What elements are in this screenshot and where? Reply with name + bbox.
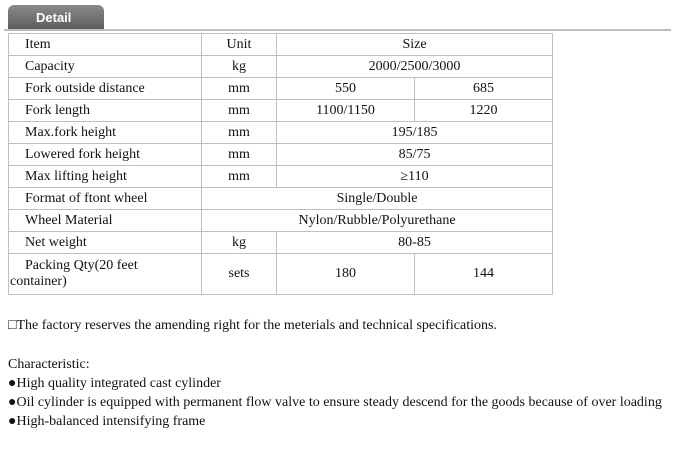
row-item: Max lifting height — [9, 166, 202, 188]
header-size: Size — [277, 34, 553, 56]
spec-table — [8, 33, 553, 295]
table-row — [9, 122, 553, 144]
row-value: ≥110 — [277, 166, 553, 188]
row-value: Nylon/Rubble/Polyurethane — [202, 210, 553, 232]
row-item: Lowered fork height — [9, 144, 202, 166]
row-item: Max.fork height — [9, 122, 202, 144]
table-row — [9, 78, 553, 100]
table-row — [9, 166, 553, 188]
table-row — [9, 254, 553, 295]
row-unit: mm — [202, 78, 277, 100]
row-item-line2: container) — [10, 274, 67, 289]
row-value: 85/75 — [277, 144, 553, 166]
row-unit: mm — [202, 100, 277, 122]
row-value: 550 — [277, 78, 415, 100]
characteristic-heading: Characteristic: — [8, 357, 90, 372]
row-value: 685 — [415, 78, 553, 100]
row-unit: sets — [202, 254, 277, 295]
row-value: 180 — [277, 254, 415, 295]
characteristic-section — [8, 355, 668, 431]
row-value: Single/Double — [202, 188, 553, 210]
row-item: Fork outside distance — [9, 78, 202, 100]
row-item: Format of ftont wheel — [9, 188, 202, 210]
table-row — [9, 210, 553, 232]
table-row — [9, 188, 553, 210]
header-unit: Unit — [202, 34, 277, 56]
table-header-row — [9, 34, 553, 56]
row-item: Capacity — [9, 56, 202, 78]
row-unit: mm — [202, 166, 277, 188]
row-item-line1: Packing Qty(20 feet — [25, 258, 138, 273]
row-item: Wheel Material — [9, 210, 202, 232]
row-item: Net weight — [9, 232, 202, 254]
row-value: 195/185 — [277, 122, 553, 144]
table-row — [9, 232, 553, 254]
row-value: 2000/2500/3000 — [277, 56, 553, 78]
row-unit: mm — [202, 144, 277, 166]
list-item: ●Oil cylinder is equipped with permanent flow valve to ensure steady descend for the goods because of over loading — [8, 395, 662, 410]
disclaimer-note: □The factory reserves the amending right for the meterials and technical specifications. — [8, 318, 497, 333]
row-item — [9, 254, 202, 295]
row-value: 80-85 — [277, 232, 553, 254]
row-unit: kg — [202, 56, 277, 78]
table-row — [9, 56, 553, 78]
row-value: 1220 — [415, 100, 553, 122]
tab-bar — [4, 2, 671, 31]
tab-detail[interactable]: Detail — [8, 5, 104, 29]
header-item: Item — [9, 34, 202, 56]
row-unit: kg — [202, 232, 277, 254]
list-item: ●High-balanced intensifying frame — [8, 414, 206, 429]
row-unit: mm — [202, 122, 277, 144]
row-value: 144 — [415, 254, 553, 295]
row-value: 1100/1150 — [277, 100, 415, 122]
table-row — [9, 100, 553, 122]
table-row — [9, 144, 553, 166]
row-item: Fork length — [9, 100, 202, 122]
list-item: ●High quality integrated cast cylinder — [8, 376, 221, 391]
